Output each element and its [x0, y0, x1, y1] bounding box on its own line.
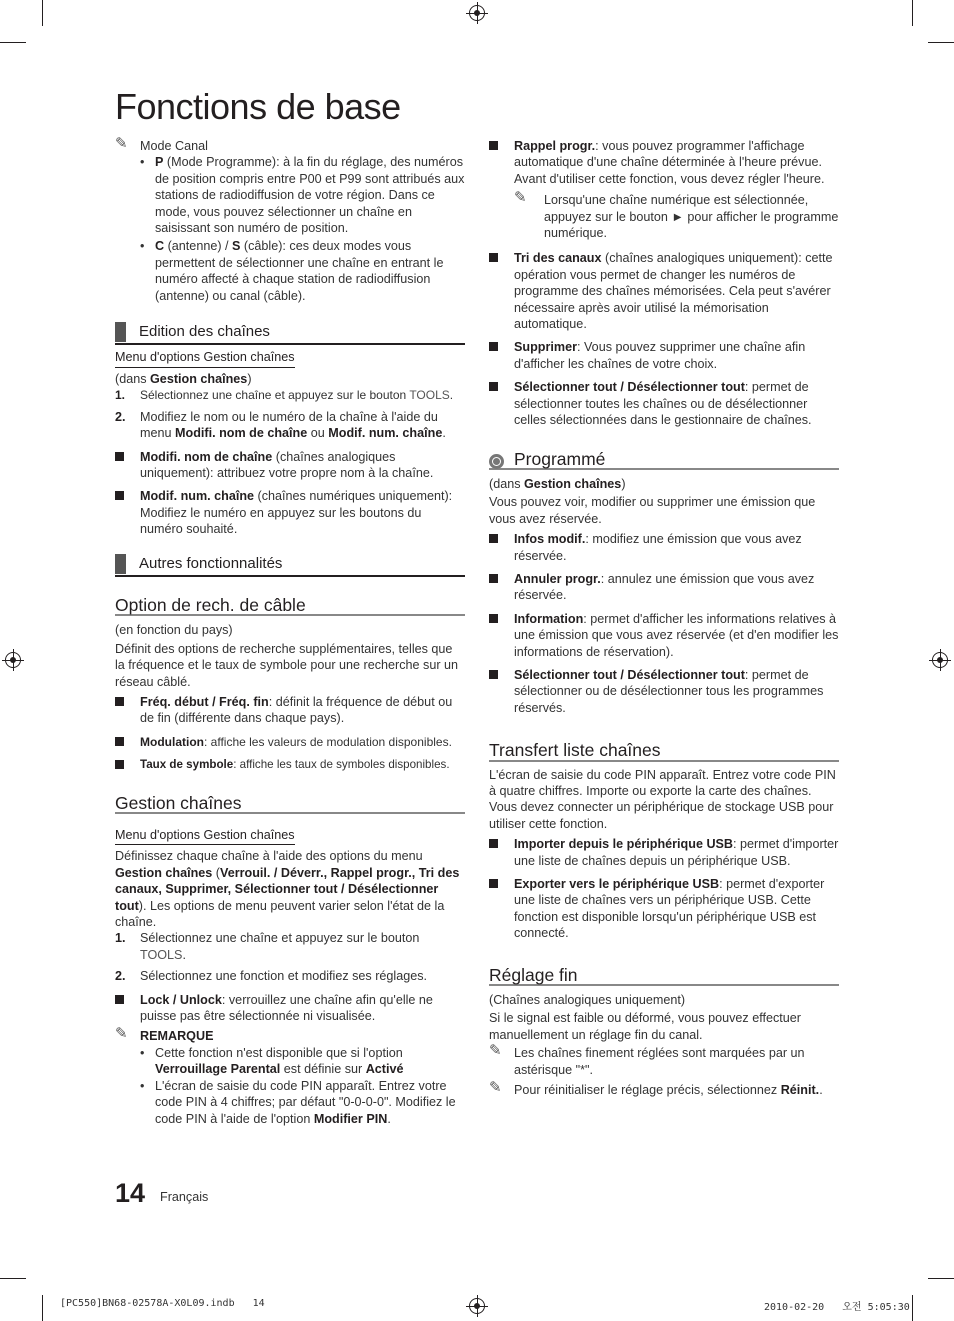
page-number: 14	[115, 1178, 146, 1208]
heading-option-cable: Option de rech. de câble	[115, 597, 465, 616]
heading-transfert: Transfert liste chaînes	[489, 742, 839, 761]
item-supprimer: Supprimer: Vous pouvez supprimer une chaîne afin d'afficher les chaînes de votre choix.	[489, 339, 839, 372]
note-reglage-1: ✎ Les chaînes finement réglées sont marquées par un astérisque "*".	[489, 1042, 805, 1077]
note-icon: ✎	[115, 135, 128, 152]
context-note: (dans Gestion chaînes)	[115, 371, 252, 386]
item-information: Information: permet d'afficher les informations relatives à une émission que vous avez réservée (et d'en modifier les informations de réservation).	[489, 611, 839, 660]
footer-date: 2010-02-20 오전 5:05:30	[764, 1302, 910, 1313]
item-modifi-nom: Modifi. nom de chaîne (chaînes analogiques uniquement): attribuez votre propre nom à la chaîne.	[115, 449, 465, 482]
square-bullet-icon	[489, 382, 498, 391]
square-bullet-icon	[489, 839, 498, 848]
bullet-c-s-mode: • C (antenne) / S (câble): ces deux modes vous permettent de sélectionner une chaîne en entrant le numéro affecté à chaque station de radiodiffusion (antenne) ou canal (câble).	[140, 239, 444, 303]
item-tri: Tri des canaux (chaînes analogiques uniquement): cette opération vous permet de changer les numéros de programme des chaînes mémorisées. Cela peut s'avérer nécessaire après avoir utilisé la mémorisation automatique.	[489, 250, 839, 332]
square-bullet-icon	[489, 574, 498, 583]
step-1: 1. Sélectionnez une chaîne et appuyez sur le bouton TOOLS.	[115, 388, 454, 403]
square-bullet-icon	[489, 614, 498, 623]
registration-mark-icon	[932, 652, 948, 668]
square-bullet-icon	[115, 737, 124, 746]
description: Définit des options de recherche supplémentaires, telles que la fréquence et le taux de symbole pour une recherche sur un réseau câblé.	[115, 641, 459, 689]
square-bullet-icon	[115, 697, 124, 706]
bullet-p-mode: • P (Mode Programme): à la fin du réglage, des numéros de position compris entre P00 et P99 sont attribués aux stations de radiodiffusion de votre région. Dans ce mode, vous pouvez sélectionner un chaîne en saisissant son numéro de position.	[140, 155, 465, 236]
description: Vous pouvez voir, modifier ou supprimer une émission que vous avez réservée.	[489, 495, 816, 526]
step-2: 2. Modifiez le nom ou le numéro de la chaîne à l'aide du menu Modifi. nom de chaîne ou Modif. num. chaîne.	[115, 409, 446, 441]
registration-mark-icon	[469, 5, 485, 21]
square-bullet-icon	[489, 670, 498, 679]
item-select-all-prog: Sélectionner tout / Désélectionner tout: permet de sélectionner ou de désélectionner tous les programmes réservés.	[489, 667, 839, 716]
item-lock-unlock: Lock / Unlock: verrouillez une chaîne afin qu'elle ne puisse pas être sélectionnée ni visualisée.	[115, 992, 465, 1025]
item-infos-modif: Infos modif.: modifiez une émission que vous avez réservée.	[489, 531, 839, 564]
crop-mark	[42, 1295, 43, 1321]
item-select-all: Sélectionner tout / Désélectionner tout: permet de sélectionner toutes les chaînes ou de désélectionner celles sélectionnées dans le gestionnaire de chaînes.	[489, 379, 839, 428]
crop-mark	[42, 0, 43, 26]
crop-mark	[928, 1278, 954, 1279]
item-importer: Importer depuis le périphérique USB: permet d'importer une liste de chaînes depuis un périphérique USB.	[489, 836, 839, 869]
description: L'écran de saisie du code PIN apparaît. Entrez votre code PIN à quatre chiffres. Importe ou exporte la carte des chaînes. Vous devez connecter un périphérique de stockage USB pour utiliser cette fonction.	[489, 767, 836, 831]
step-2: 2. Sélectionnez une fonction et modifiez ses réglages.	[115, 969, 428, 984]
registration-mark-icon	[5, 652, 21, 668]
bullet-icon: •	[140, 155, 145, 170]
crop-mark	[0, 42, 26, 43]
bullet-icon: •	[140, 239, 145, 254]
bullet-icon: •	[140, 1045, 145, 1060]
registration-mark-icon	[469, 1298, 485, 1314]
description: Si le signal est faible ou déformé, vous pouvez effectuer manuellement un réglage fin du canal.	[489, 1011, 801, 1042]
clock-icon	[489, 454, 504, 469]
item-annuler: Annuler progr.: annulez une émission que vous avez réservée.	[489, 571, 839, 604]
item-exporter: Exporter vers le périphérique USB: permet d'exporter une liste de chaînes vers un périphérique USB. Cette fonction est disponible lorsqu'un périphérique USB est connecté.	[489, 876, 839, 942]
note-icon: ✎	[514, 189, 527, 207]
note-icon: ✎	[489, 1042, 502, 1060]
square-bullet-icon	[115, 760, 124, 769]
item-modif-num: Modif. num. chaîne (chaînes numériques uniquement): Modifiez le numéro en appuyez sur les boutons du numéro souhaité.	[115, 488, 465, 537]
square-bullet-icon	[115, 995, 124, 1004]
crop-mark	[912, 0, 913, 26]
heading-autres: Autres fonctionnalités	[115, 552, 465, 577]
crop-mark	[0, 1278, 26, 1279]
heading-bar	[115, 554, 126, 574]
note-reglage-2: ✎ Pour réinitialiser le réglage précis, sélectionnez Réinit..	[489, 1079, 823, 1098]
context-note: (dans Gestion chaînes)	[489, 476, 626, 491]
bullet-remarque-2: • L'écran de saisie du code PIN apparaît. Entrez votre code PIN à 4 chiffres; par défaut "0-0-0-0". Modifiez le code PIN à l'aide de l'option Modifier PIN.	[140, 1078, 456, 1126]
note-label: Mode Canal	[140, 139, 208, 153]
menu-path: Menu d'options Gestion chaînes	[115, 349, 295, 367]
heading-programme: Programmé	[489, 451, 839, 470]
description: Définissez chaque chaîne à l'aide des options du menu Gestion chaînes (Verrouil. / Déverr., Rappel progr., Tri des canaux, Supprimer, Sélectionner tout / Désélectionner tout). Les options de menu peuvent varier selon l'état de la chaîne.	[115, 849, 460, 930]
footer-file-info: [PC550]BN68-02578A-X0L09.indb 14	[60, 1298, 265, 1309]
menu-path: Menu d'options Gestion chaînes	[115, 827, 295, 845]
heading-reglage: Réglage fin	[489, 967, 839, 986]
item-taux: Taux de symbole: affiche les taux de symboles disponibles.	[115, 757, 465, 773]
crop-mark	[928, 42, 954, 43]
subtitle: (Chaînes analogiques uniquement)	[489, 993, 686, 1008]
item-freq: Fréq. début / Fréq. fin: définit la fréquence de début ou de fin (différente dans chaque pays).	[115, 694, 465, 727]
square-bullet-icon	[115, 452, 124, 461]
note-rappel: ✎ Lorsqu'une chaîne numérique est sélectionnée, appuyez sur le bouton ► pour afficher le programme numérique.	[514, 189, 839, 241]
step-1: 1. Sélectionnez une chaîne et appuyez sur le bouton TOOLS.	[115, 931, 420, 962]
note-icon: ✎	[115, 1025, 128, 1043]
heading-gestion: Gestion chaînes	[115, 795, 465, 814]
heading-bar	[115, 322, 126, 342]
right-column	[489, 138, 839, 1099]
note-mode-canal	[115, 135, 465, 154]
crop-mark	[912, 1295, 913, 1321]
subtitle: (en fonction du pays)	[115, 623, 233, 638]
item-rappel: Rappel progr.: vous pouvez programmer l'affichage automatique d'une chaîne déterminée à l'heure prévue. Avant d'utiliser cette fonction, vous devez régler l'heure.	[489, 138, 839, 187]
item-modulation: Modulation: affiche les valeurs de modulation disponibles.	[115, 734, 465, 750]
square-bullet-icon	[489, 253, 498, 262]
square-bullet-icon	[489, 534, 498, 543]
page-title: Fonctions de base	[115, 86, 401, 127]
note-icon: ✎	[489, 1079, 502, 1097]
heading-edition: Edition des chaînes	[115, 320, 465, 345]
square-bullet-icon	[489, 141, 498, 150]
bullet-icon: •	[140, 1078, 145, 1093]
page-language: Français	[160, 1190, 209, 1204]
square-bullet-icon	[489, 342, 498, 351]
square-bullet-icon	[489, 879, 498, 888]
left-column	[115, 135, 465, 1127]
note-remarque: ✎ REMARQUE	[115, 1025, 214, 1044]
bullet-remarque-1: • Cette fonction n'est disponible que si l'option Verrouillage Parental est définie sur Activé	[140, 1045, 404, 1077]
square-bullet-icon	[115, 491, 124, 500]
